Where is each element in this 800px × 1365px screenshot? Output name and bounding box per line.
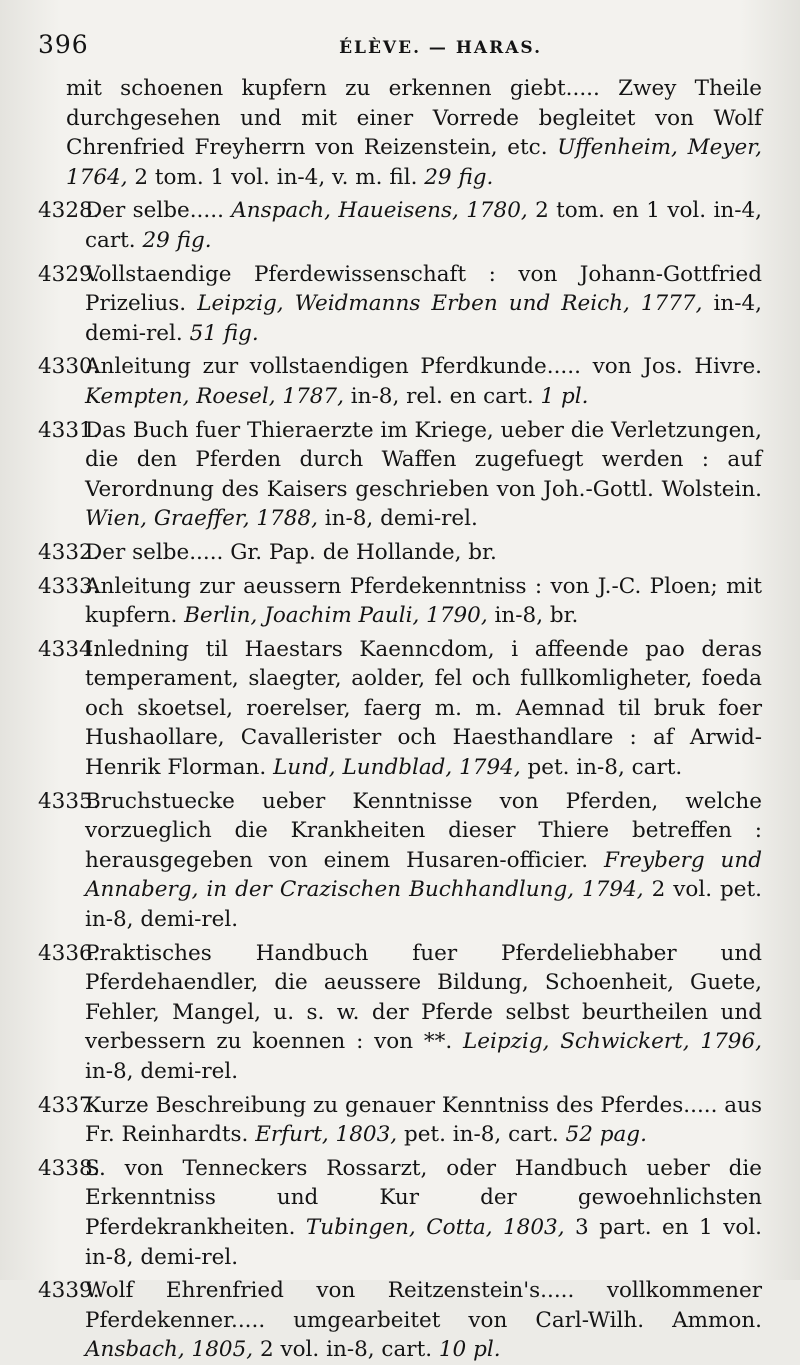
entry-rest: 3 part. en 1 vol. in-8, demi-rel. [85,1214,762,1270]
entry-rest: in-8, demi-rel. [317,506,478,532]
entry-number: 4335. [38,788,100,814]
catalog-entry [38,196,762,255]
catalog-entry [38,74,762,192]
catalog-entry [38,352,762,411]
entry-text: Wolf Ehrenfried von Reitzenstein's..... vollkommener Pferdekenner..... umgearbeitet von Carl-Wilh. Ammon. [85,1278,762,1333]
entry-tail: 10 pl. [438,1337,501,1363]
entry-imprint: Erfurt, 1803, [255,1122,398,1148]
entry-rest: 2 vol. in-8, cart. [253,1337,439,1363]
catalog-body [38,74,762,1365]
entry-text: Vollstaendige Pferdewissenschaft : von Johann-Gottfried Prizelius. [85,261,762,317]
entry-rest: pet. in-8, cart. [520,755,683,781]
entry-tail: 51 fig. [189,320,259,346]
entry-rest: pet. in-8, cart. [397,1122,566,1148]
entry-text: Anleitung zur vollstaendigen Pferdkunde..... von Jos. Hivre. [85,354,762,380]
catalog-entry [38,416,762,534]
entry-tail: 29 fig. [424,164,494,190]
catalog-entry [38,635,762,783]
entry-imprint: Uffenheim, Meyer, 1764, [66,135,762,190]
entry-imprint: Berlin, Joachim Pauli, 1790, [184,603,488,629]
entry-imprint: Kempten, Roesel, 1787, [85,383,344,409]
entry-number: 4331. [38,417,100,443]
entry-rest: 2 vol. pet. in-8, demi-rel. [85,877,762,933]
entry-rest: in-8, rel. en cart. [343,383,541,409]
entry-number: 4328. [38,198,100,224]
entry-text: Der selbe..... [85,198,232,224]
entry-imprint: Ansbach, 1805, [85,1337,254,1363]
entry-text: Der selbe..... Gr. Pap. de Hollande, br. [85,539,497,565]
entry-rest: in-8, demi-rel. [85,1059,239,1084]
entry-number: 4333. [38,573,100,599]
catalog-entry [38,1276,762,1365]
entry-text: mit schoenen kupfern zu erkennen giebt..... Zwey Theile durchgesehen und mit einer Vorrede begleitet von Wolf Chrenfried Freyherrn von Reizenstein, etc. [66,76,762,161]
entry-rest: 2 tom. 1 vol. in-4, v. m. fil. [127,164,425,190]
entry-text: Inledning til Haestars Kaenncdom, i affeende pao deras temperament, slaegter, aolder, fel och fullkomligheter, foeda och skoetsel, roerelser, faerg m. m. Aemnad til bruk foer Hushaollare, Cavallerister och Haesthandlare : af Arwid-Henrik Florman. [85,636,762,781]
entry-imprint: Freyberg und Annaberg, in der Crazischen Buchhandlung, 1794, [85,847,763,903]
entry-imprint: Anspach, Haueisens, 1780, [231,198,528,224]
entry-imprint: Lund, Lundblad, 1794, [273,755,521,781]
entry-tail: 1 pl. [540,383,589,409]
entry-imprint: Wien, Graeffer, 1788, [85,506,318,532]
page-number: 396 [38,30,89,59]
entry-text: Bruchstuecke ueber Kenntnisse von Pferden, welche vorzueglich die Krankheiten dieser Thiere betreffen : herausgegeben von einem Husaren-officier. [85,788,762,873]
entry-number: 4330. [38,354,100,380]
entry-number: 4338. [38,1155,100,1181]
catalog-entry [38,538,762,568]
entry-imprint: Leipzig, Schwickert, 1796, [462,1029,762,1055]
catalog-entry [38,787,762,935]
entry-number: 4336. [38,940,100,966]
catalog-entry [38,1154,762,1272]
entry-imprint: Tubingen, Cotta, 1803, [305,1214,565,1240]
entry-number: 4334. [38,636,100,662]
catalog-entry [38,1091,762,1150]
entry-text: Anleitung zur aeussern Pferdekenntniss : von J.-C. Ploen; mit kupfern. [85,573,762,629]
entry-tail: 52 pag. [565,1122,647,1148]
entry-text: Das Buch fuer Thieraerzte im Kriege, ueber die Verletzungen, die den Pferden durch Waffen zugefuegt werden : auf Verordnung des Kaisers geschrieben von Joh.-Gottl. Wolstein. [85,417,762,502]
entry-text: Praktisches Handbuch fuer Pferdeliebhaber und Pferdehaendler, die aeussere Bildung, Schoenheit, Guete, Fehler, Mangel, u. s. w. der Pferde selbst beurtheilen und verbessern zu koennen : von **. [85,940,762,1055]
page-header [38,30,762,66]
running-head: ÉLÈVE. — HARAS. [339,38,542,58]
entry-number: 4339. [38,1278,100,1304]
entry-rest: in-4, demi-rel. [85,291,762,346]
entry-imprint: Leipzig, Weidmanns Erben und Reich, 1777, [197,291,703,317]
catalog-entry [38,939,762,1087]
catalog-entry [38,572,762,631]
entry-rest: 2 tom. en 1 vol. in-4, cart. [85,198,762,253]
catalog-entry [38,260,762,349]
entry-number: 4332. [38,539,100,565]
entry-number: 4329. [38,261,100,287]
entry-text: S. von Tenneckers Rossarzt, oder Handbuch ueber die Erkenntniss und Kur der gewoehnlichsten Pferdekrankheiten. [85,1155,762,1240]
entry-text: Kurze Beschreibung zu genauer Kenntniss des Pferdes..... aus Fr. Reinhardts. [85,1092,762,1148]
entry-rest: in-8, br. [487,603,579,629]
entry-tail: 29 fig. [142,227,212,253]
entry-number: 4337. [38,1092,100,1118]
